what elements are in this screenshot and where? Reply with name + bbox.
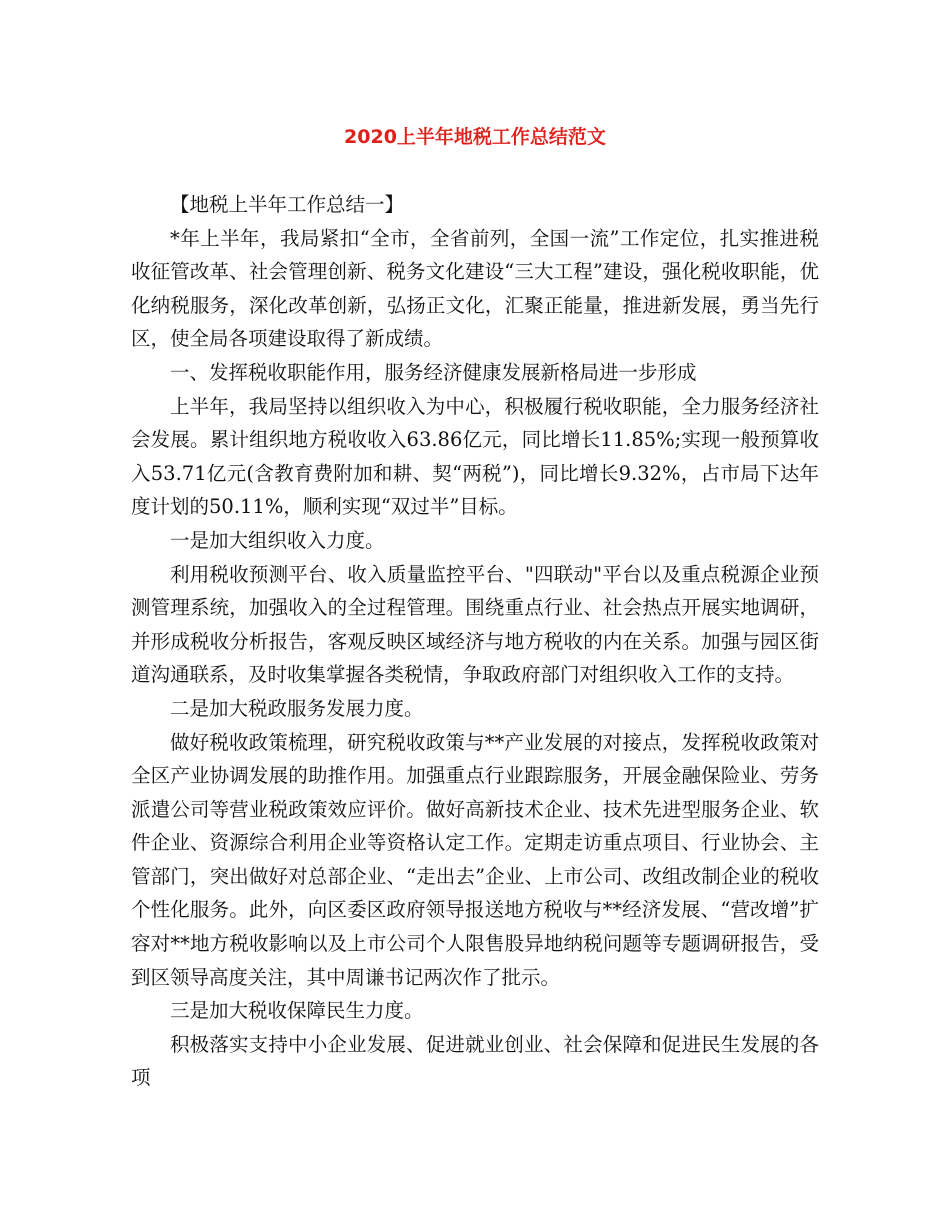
body-paragraph: 上半年，我局坚持以组织收入为中心，积极履行税收职能，全力服务经济社会发展。累计组织地方税收收入63.86亿元，同比增长11.85%;实现一般预算收入53.71亿元(含教育费附加和耕、契“两税”)，同比增长9.32%，占市局下达年度计划的50.11%，顺利实现“双过半”目标。	[131, 394, 819, 519]
section-heading: 【地税上半年工作总结一】	[170, 193, 405, 216]
item-heading: 一是加大组织收入力度。	[170, 528, 385, 552]
document-body	[131, 188, 819, 1095]
body-paragraph: 利用税收预测平台、收入质量监控平台、"四联动"平台以及重点税源企业预测管理系统，加强收入的全过程管理。围绕重点行业、社会热点开展实地调研，并形成税收分析报告，客观反映区域经济与地方税收的内在关系。加强与园区街道沟通联系，及时收集掌握各类税情，争取政府部门对组织收入工作的支持。	[131, 562, 819, 687]
subsection-heading: 一、发挥税收职能作用，服务经济健康发展新格局进一步形成	[170, 360, 697, 384]
body-paragraph: *年上半年，我局紧扣“全市，全省前列，全国一流”工作定位，扎实推进税收征管改革、社会管理创新、税务文化建设“三大工程”建设，强化税收职能，优化纳税服务，深化改革创新，弘扬正文化，汇聚正能量，推进新发展，勇当先行区，使全局各项建设取得了新成绩。	[131, 226, 819, 351]
item-heading: 二是加大税政服务发展力度。	[170, 696, 424, 720]
body-paragraph: 做好税收政策梳理，研究税收政策与**产业发展的对接点，发挥税收政策对全区产业协调发展的助推作用。加强重点行业跟踪服务，开展金融保险业、劳务派遣公司等营业税政策效应评价。做好高新技术企业、技术先进型服务企业、软件企业、资源综合利用企业等资格认定工作。定期走访重点项目、行业协会、主管部门，突出做好对总部企业、“走出去”企业、上市公司、改组改制企业的税收个性化服务。此外，向区委区政府领导报送地方税收与**经济发展、“营改增”扩容对**地方税收影响以及上市公司个人限售股异地纳税问题等专题调研报告，受到区领导高度关注，其中周谦书记两次作了批示。	[131, 730, 819, 989]
document-title: 2020上半年地税工作总结范文	[344, 126, 606, 148]
body-paragraph: 积极落实支持中小企业发展、促进就业创业、社会保障和促进民生发展的各项	[131, 1032, 819, 1090]
item-heading: 三是加大税收保障民生力度。	[170, 999, 424, 1023]
